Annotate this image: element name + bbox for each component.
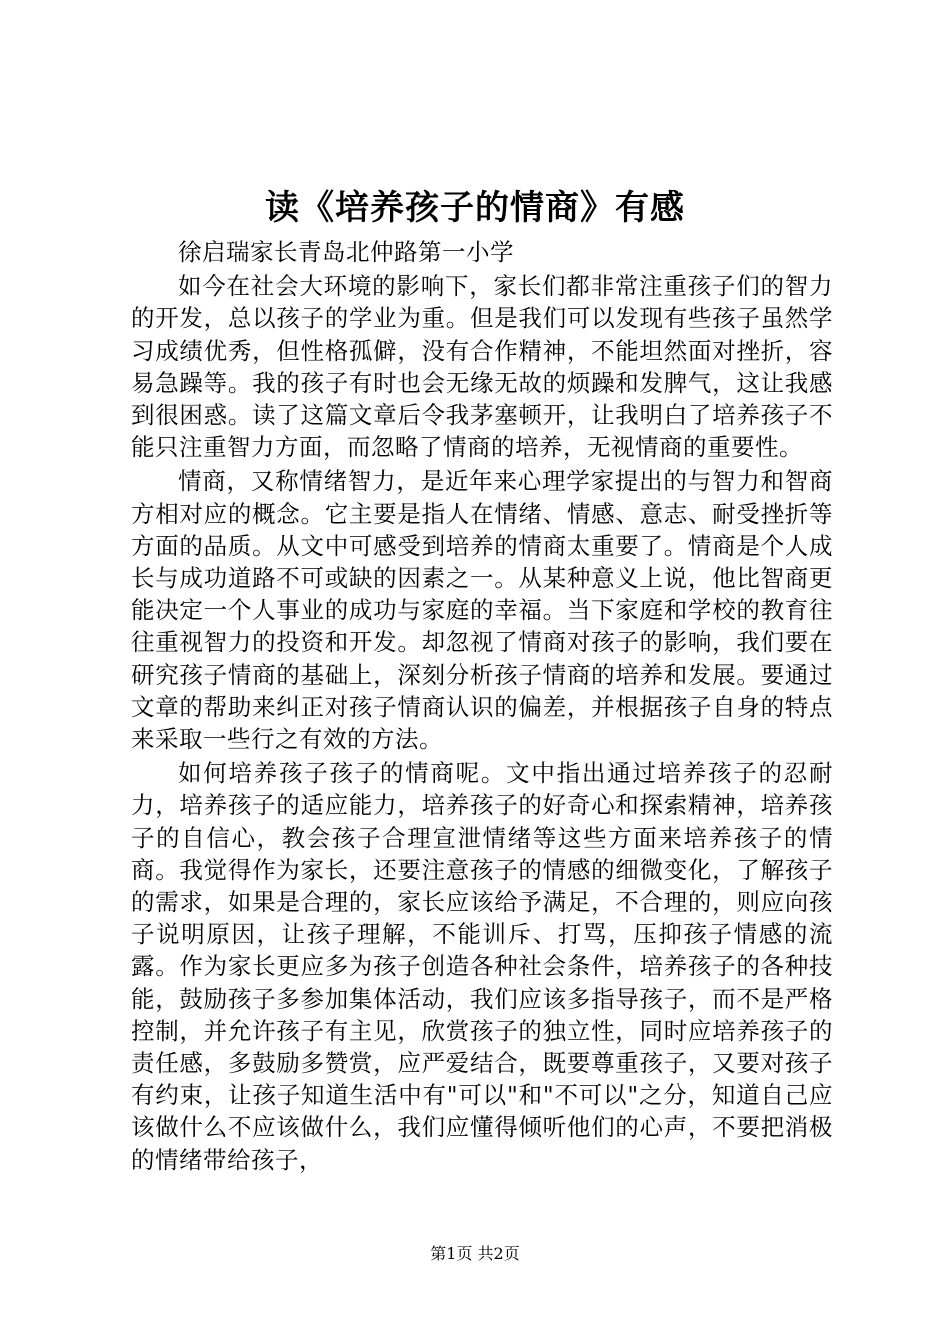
paragraph-2: 情商，又称情绪智力，是近年来心理学家提出的与智力和智商方相对应的概念。它主要是指人在情绪、情感、意志、耐受挫折等方面的品质。从文中可感受到培养的情商太重要了。情商是个人成长与成功道路不可或缺的因素之一。从某种意义上说，他比智商更能决定一个人事业的成功与家庭的幸福。当下家庭和学校的教育往往重视智力的投资和开发。却忽视了情商对孩子的影响，我们要在研究孩子情商的基础上，深刻分析孩子情商的培养和发展。要通过文章的帮助来纠正对孩子情商认识的偏差，并根据孩子自身的特点来采取一些行之有效的方法。 [131, 467, 833, 754]
author-line: 徐启瑞家长青岛北仲路第一小学 [178, 238, 514, 266]
page-footer: 第1页 共2页 [430, 1244, 520, 1263]
document-title: 读《培养孩子的情商》有感 [265, 188, 685, 228]
paragraph-3: 如何培养孩子孩子的情商呢。文中指出通过培养孩子的忍耐力，培养孩子的适应能力，培养孩子的好奇心和探索精神，培养孩子的自信心，教会孩子合理宣泄情绪等这些方面来培养孩子的情商。我觉得作为家长，还要注意孩子的情感的细微变化，了解孩子的需求，如果是合理的，家长应该给予满足，不合理的，则应向孩子说明原因，让孩子理解，不能训斥、打骂，压抑孩子情感的流露。作为家长更应多为孩子创造各种社会条件，培养孩子的各种技能，鼓励孩子多参加集体活动，我们应该多指导孩子，而不是严格控制，并允许孩子有主见，欣赏孩子的独立性，同时应培养孩子的责任感，多鼓励多赞赏，应严爱结合，既要尊重孩子，又要对孩子有约束，让孩子知道生活中有"可以"和"不可以"之分，知道自己应该做什么不应该做什么，我们应懂得倾听他们的心声，不要把消极的情绪带给孩子， [131, 759, 833, 1174]
paragraph-1: 如今在社会大环境的影响下，家长们都非常注重孩子们的智力的开发，总以孩子的学业为重。但是我们可以发现有些孩子虽然学习成绩优秀，但性格孤僻，没有合作精神，不能坦然面对挫折，容易急躁等。我的孩子有时也会无缘无故的烦躁和发脾气，这让我感到很困惑。读了这篇文章后令我茅塞顿开，让我明白了培养孩子不能只注重智力方面，而忽略了情商的培养，无视情商的重要性。 [131, 272, 833, 462]
document-body [131, 236, 833, 1178]
